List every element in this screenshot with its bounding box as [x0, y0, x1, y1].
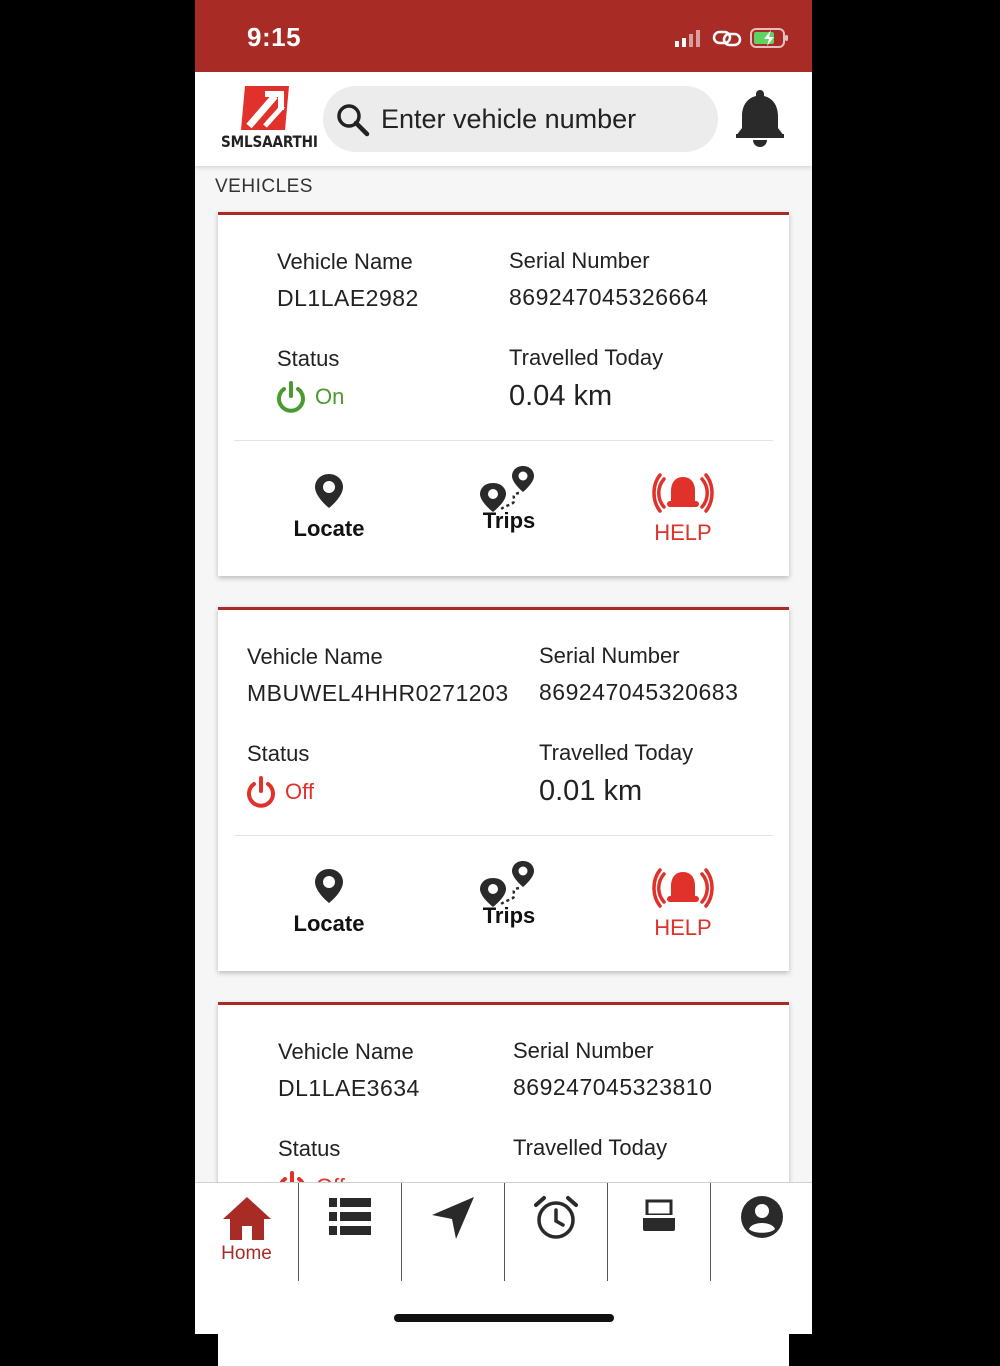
travelled-today-value: 0.01 km	[539, 775, 643, 807]
status-time: 9:15	[247, 22, 302, 52]
serial-number-value: 869247045320683	[539, 679, 739, 705]
search-icon	[335, 102, 371, 138]
divider	[234, 835, 773, 836]
status-value: On	[315, 384, 345, 409]
travelled-today-value: 0.04 km	[509, 380, 613, 412]
travelled-today-label: Travelled Today	[513, 1135, 668, 1160]
locate-label: Locate	[293, 911, 365, 936]
status-indicator	[245, 775, 314, 809]
status-value: Off	[285, 779, 314, 804]
help-label: HELP	[654, 915, 712, 940]
vehicle-name-label: Vehicle Name	[247, 644, 383, 669]
route-icon	[479, 860, 539, 908]
vehicle-name-value: DL1LAE3634	[278, 1075, 420, 1101]
power-icon	[245, 775, 277, 809]
app-header	[195, 72, 812, 166]
tab-home[interactable]	[195, 1183, 298, 1281]
serial-number-label: Serial Number	[509, 248, 650, 273]
home-indicator	[394, 1314, 614, 1322]
tab-navigate[interactable]	[401, 1183, 504, 1281]
brand-logo	[217, 84, 317, 156]
alarm-clock-icon	[533, 1195, 579, 1241]
tab-account[interactable]	[710, 1183, 813, 1281]
serial-number-value: 869247045326664	[509, 284, 709, 310]
serial-number-label: Serial Number	[539, 643, 680, 668]
printer-icon	[639, 1195, 679, 1237]
link-icon	[712, 27, 742, 49]
account-icon	[740, 1195, 784, 1239]
status-indicator	[275, 380, 344, 414]
help-button[interactable]	[613, 473, 753, 546]
status-label: Status	[278, 1136, 341, 1161]
vehicle-card	[218, 212, 789, 576]
trips-button[interactable]	[439, 465, 579, 534]
vehicle-name-value: DL1LAE2982	[277, 285, 419, 311]
vehicle-name-value: MBUWEL4HHR0271203	[247, 680, 509, 706]
phone-screen	[195, 0, 812, 1334]
alarm-bell-icon	[652, 868, 714, 908]
vehicle-card	[218, 607, 789, 971]
travelled-today-label: Travelled Today	[539, 740, 694, 765]
tab-home-label: Home	[221, 1243, 272, 1264]
vehicle-list	[195, 166, 812, 1182]
alarm-bell-icon	[652, 473, 714, 513]
search-bar[interactable]	[323, 86, 718, 152]
logo-wordmark: SMLSAARTHI	[221, 132, 318, 151]
navigation-arrow-icon	[430, 1195, 476, 1241]
status-bar	[195, 0, 812, 72]
tab-list[interactable]	[298, 1183, 401, 1281]
route-icon	[479, 465, 539, 513]
trips-label: Trips	[482, 903, 536, 928]
vehicle-name-label: Vehicle Name	[277, 249, 413, 274]
section-title: VEHICLES	[215, 176, 313, 197]
trips-button[interactable]	[439, 860, 579, 929]
location-pin-icon	[314, 868, 344, 904]
vehicle-name-label: Vehicle Name	[278, 1039, 414, 1064]
system-icons	[674, 24, 790, 52]
help-label: HELP	[654, 520, 712, 545]
locate-button[interactable]	[259, 473, 399, 542]
power-icon	[275, 380, 307, 414]
list-icon	[328, 1195, 372, 1239]
signal-icon	[674, 28, 704, 48]
serial-number-label: Serial Number	[513, 1038, 654, 1063]
divider	[234, 440, 773, 441]
serial-number-value: 869247045323810	[513, 1074, 713, 1100]
tab-alarm[interactable]	[504, 1183, 607, 1281]
help-button[interactable]	[613, 868, 753, 941]
notification-bell-icon[interactable]	[733, 88, 787, 150]
status-label: Status	[247, 741, 310, 766]
travelled-today-label: Travelled Today	[509, 345, 664, 370]
status-label: Status	[277, 346, 340, 371]
locate-label: Locate	[293, 516, 365, 541]
home-icon	[221, 1195, 273, 1241]
locate-button[interactable]	[259, 868, 399, 937]
search-input[interactable]	[381, 98, 701, 140]
trips-label: Trips	[482, 508, 536, 533]
tab-print[interactable]	[607, 1183, 710, 1281]
bottom-nav	[195, 1182, 812, 1334]
location-pin-icon	[314, 473, 344, 509]
battery-icon	[750, 27, 790, 49]
